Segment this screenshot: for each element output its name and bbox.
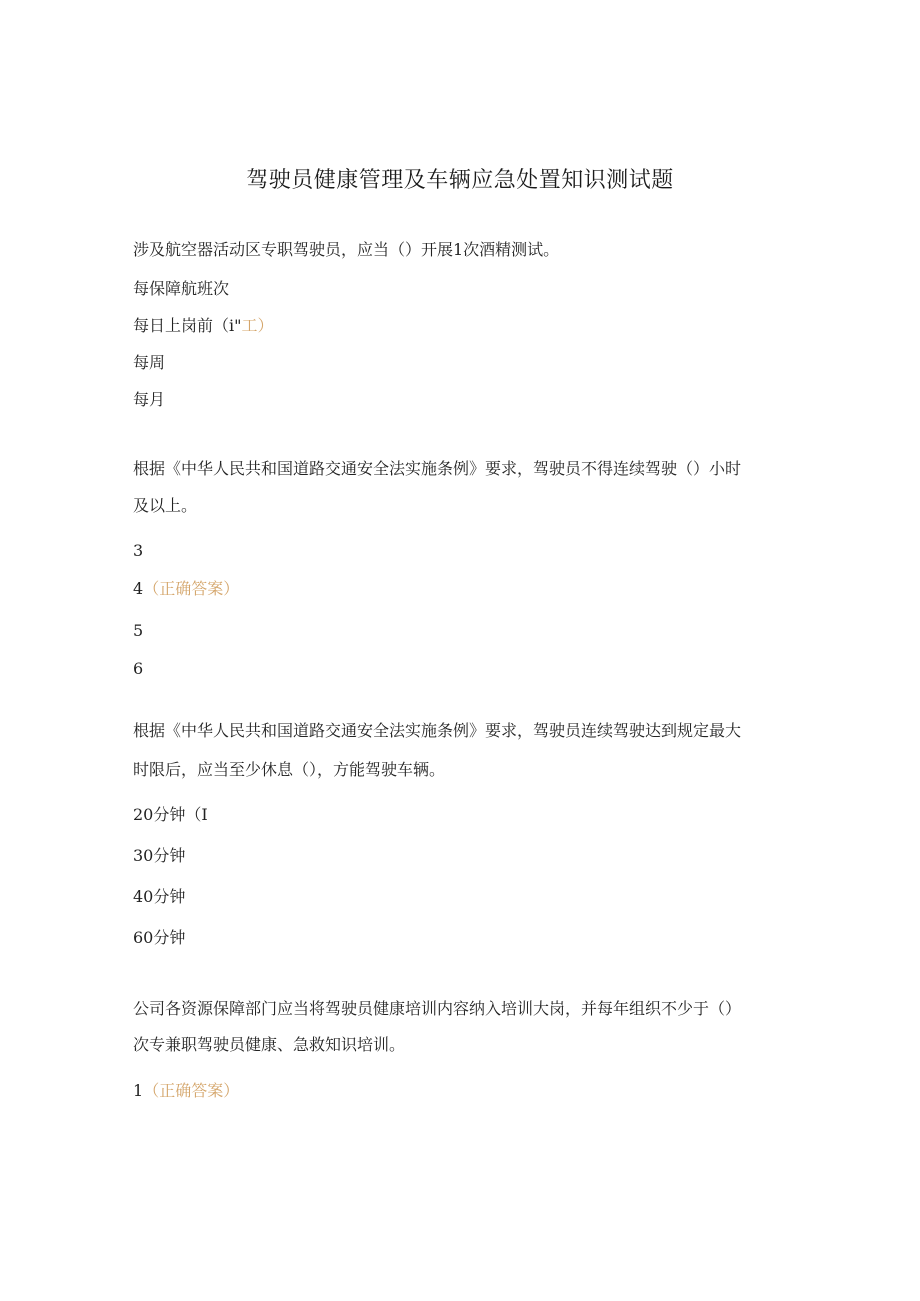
question-1-option-2 [133,316,274,336]
option-text: 20分钟（I [133,805,208,824]
option-text: 每日上岗前（i" [133,316,242,335]
question-3-option-2 [133,846,185,866]
question-2-option-3 [133,621,143,641]
option-text: 4 [133,579,144,598]
option-text: 60分钟 [133,928,186,947]
question-2-stem-line-2: 及以上。 [133,496,198,515]
document-title: 驾驶员健康管理及车辆应急处置知识测试题 [246,168,674,193]
option-mark: （正确答案） [143,579,240,598]
option-text: 每周 [133,353,166,372]
question-3-option-1 [133,805,208,825]
question-2-stem-line-1: 根据《中华人民共和国道路交通安全法实施条例》要求，驾驶员不得连续驾驶（）小时 [133,459,742,478]
option-text: 6 [133,659,144,678]
question-2-option-1 [133,541,143,561]
question-4-stem-line-1: 公司各资源保障部门应当将驾驶员健康培训内容纳入培训大岗，并每年组织不少于（） [133,999,742,1018]
option-text: 1 [133,1081,144,1100]
question-2-option-4 [133,659,143,679]
question-3-option-4 [133,928,185,948]
question-2-option-2 [133,579,239,599]
question-1-option-4 [133,390,165,410]
question-1-option-1 [133,279,229,299]
option-text: 5 [133,621,144,640]
option-text: 每保障航班次 [133,279,230,298]
question-1-stem-line-1: 涉及航空器活动区专职驾驶员，应当（）开展1次酒精测试。 [133,240,560,259]
question-1-option-3 [133,353,165,373]
question-3-option-3 [133,887,185,907]
option-mark: 工） [241,316,274,335]
option-text: 3 [133,541,144,560]
option-text: 每月 [133,390,166,409]
question-4-option-1 [133,1081,239,1101]
question-4-stem-line-2: 次专兼职驾驶员健康、急救知识培训。 [133,1035,406,1054]
option-text: 40分钟 [133,887,186,906]
option-mark: （正确答案） [143,1081,240,1100]
question-3-stem-line-1: 根据《中华人民共和国道路交通安全法实施条例》要求，驾驶员连续驾驶达到规定最大 [133,721,742,740]
question-3-stem-line-2: 时限后，应当至少休息（），方能驾驶车辆。 [133,760,446,779]
option-text: 30分钟 [133,846,186,865]
